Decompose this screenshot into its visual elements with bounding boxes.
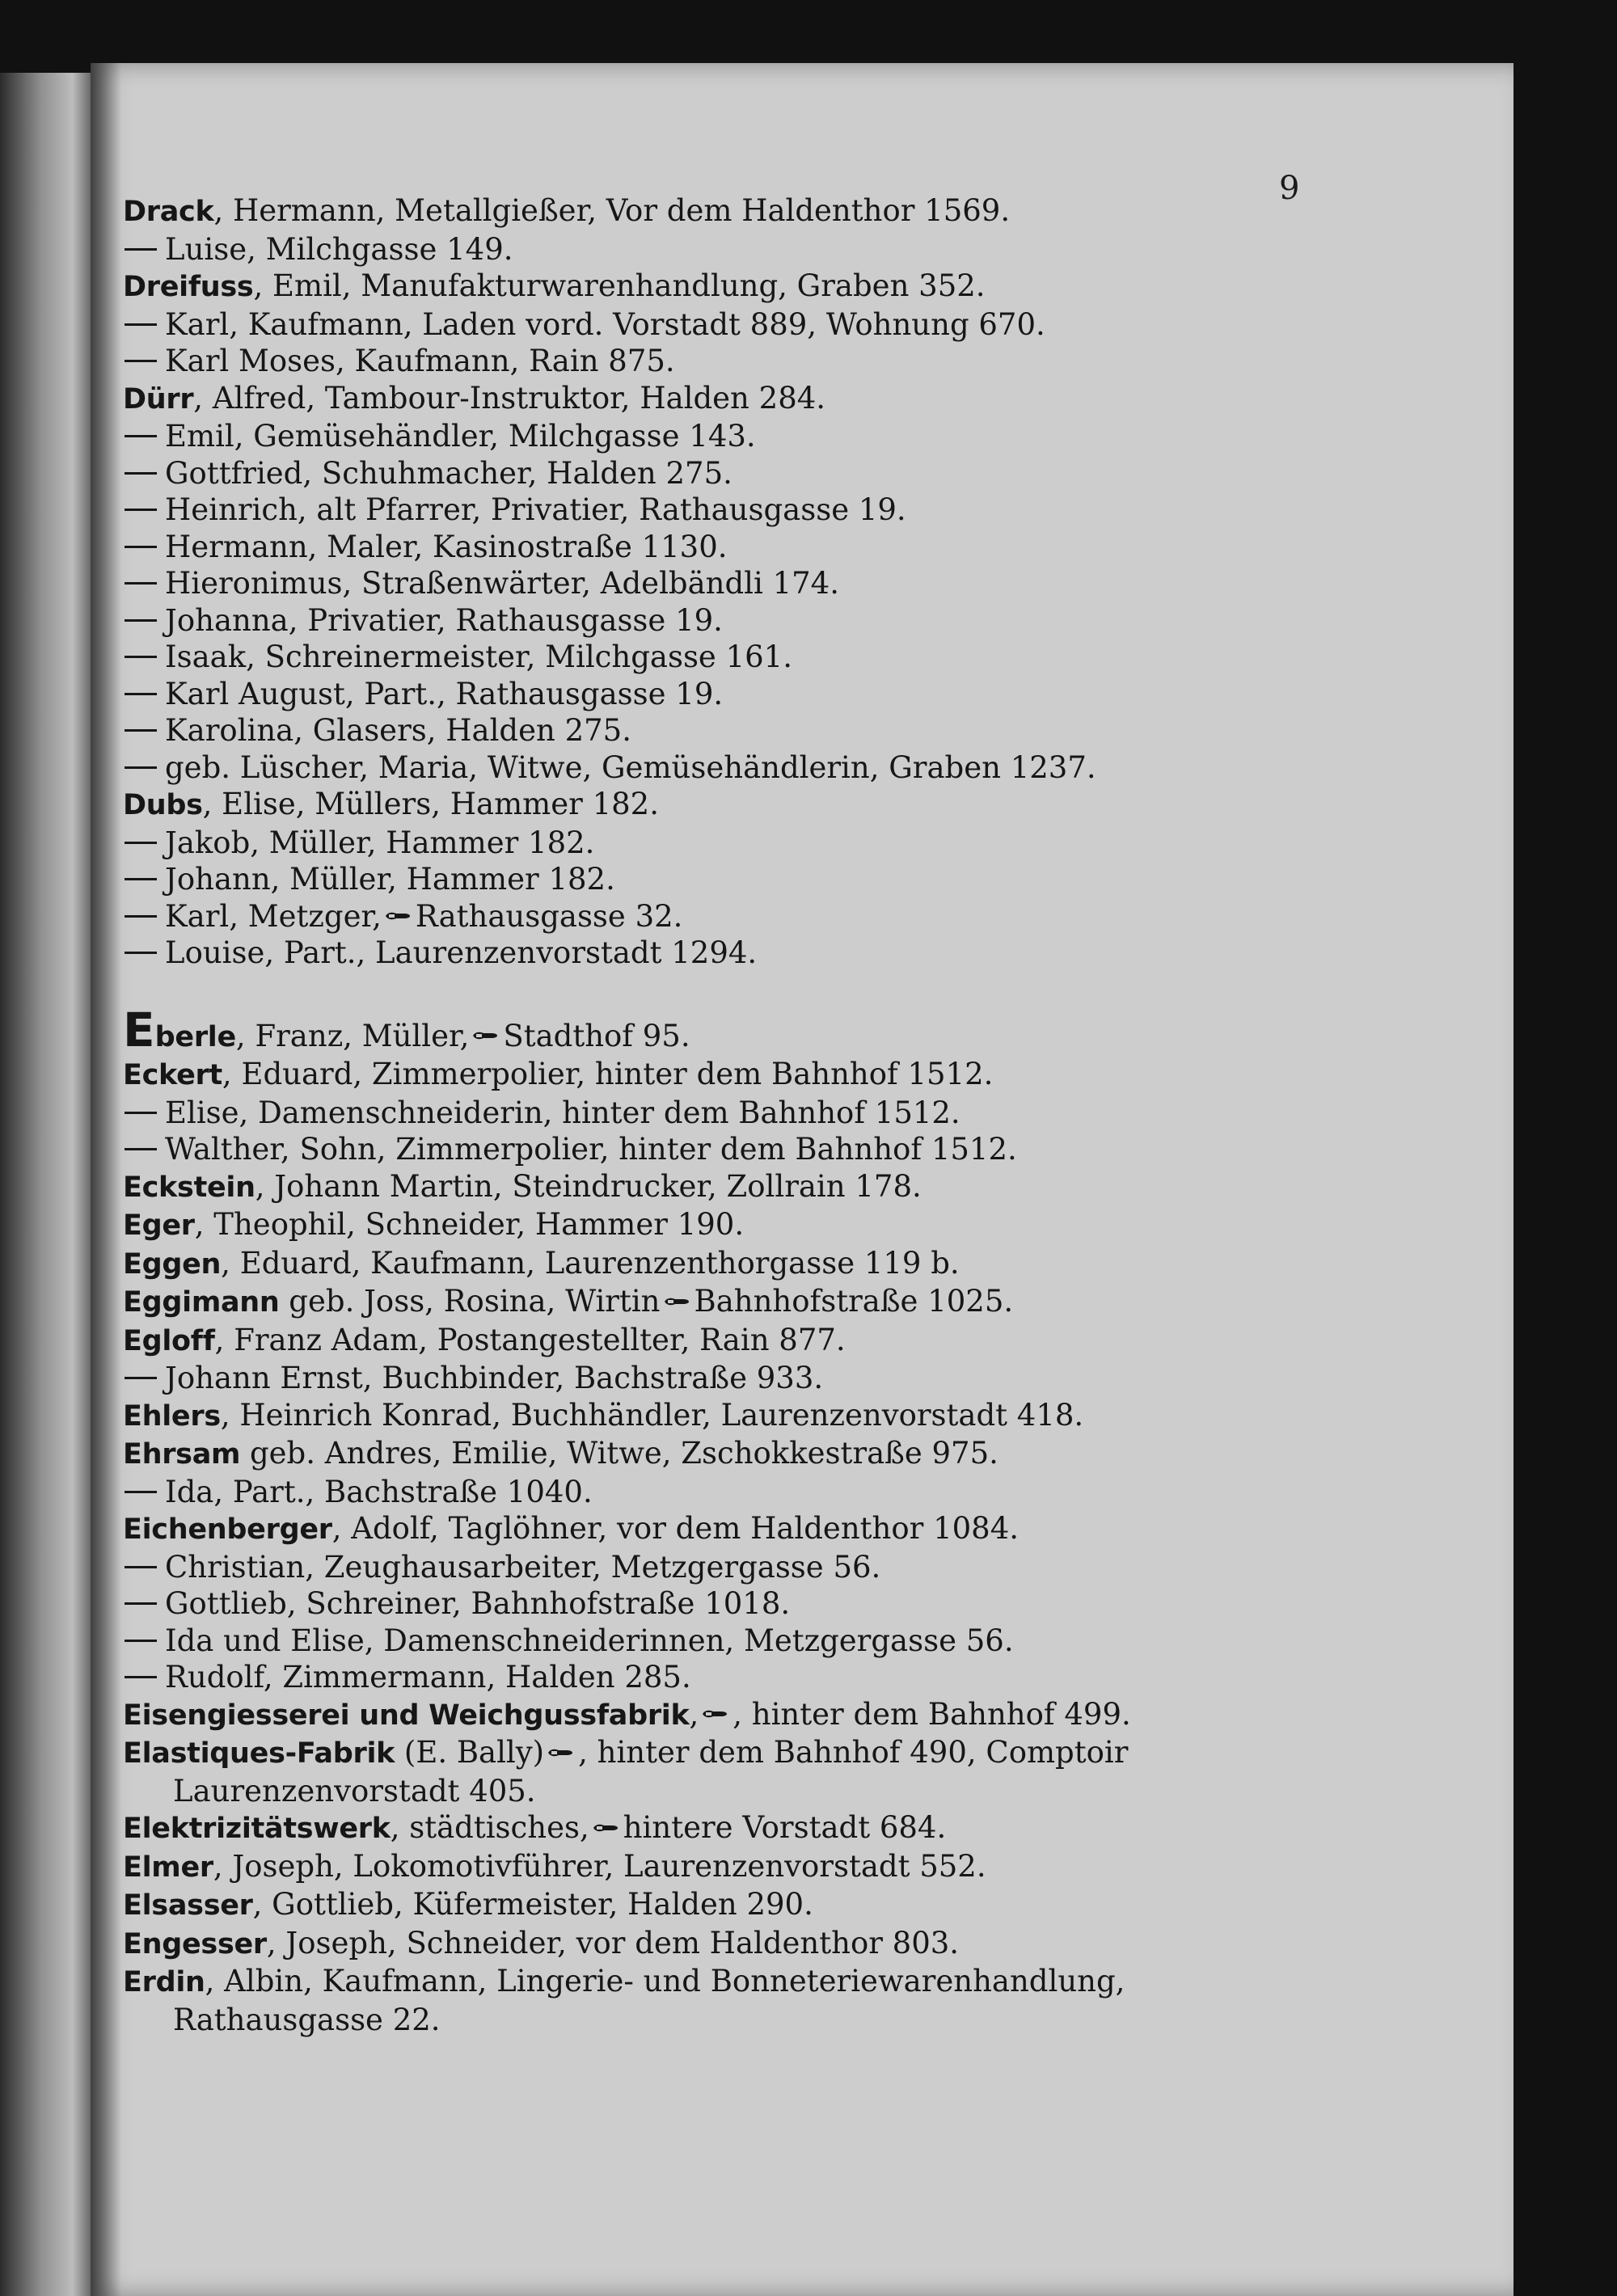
entry-surname: Eisengiesserei und Weichgussfabrik [123,1699,690,1732]
entry-details: , Joseph, Lokomotivführer, Laurenzenvorstadt 552. [213,1848,986,1884]
entry-details: Elise, Damenschneiderin, hinter dem Bahnhof 1512. [165,1095,960,1130]
directory-entry [123,1925,1295,1964]
directory-entry [123,1322,1295,1361]
directory-entry [123,1848,1295,1887]
ditto-dash [125,435,157,437]
telephone-hand-icon [593,1821,619,1834]
entry-surname: Elektrizitätswerk [123,1813,391,1845]
directory-entry [123,786,1295,825]
entry-address: Bahnhofstraße 1025. [694,1284,1014,1319]
entry-details: , Alfred, Tambour-Instruktor, Halden 284. [193,380,826,416]
section-initial: E [123,1002,155,1057]
ditto-dash [125,248,157,251]
facing-page-edge [0,73,91,2296]
directory-entry [123,676,1295,713]
entry-details: Ida, Part., Bachstraße 1040. [165,1474,593,1509]
ditto-dash [125,546,157,548]
directory-entry [123,418,1295,455]
entry-details: Hieronimus, Straßenwärter, Adelbändli 174. [165,566,839,601]
entry-details: geb. Lüscher, Maria, Witwe, Gemüsehändlerin, Graben 1237. [165,749,1096,785]
entry-details: Johanna, Privatier, Rathausgasse 19. [165,602,723,638]
entry-surname: berle [154,1020,236,1053]
directory-entry [123,1549,1295,1586]
entry-details: , Gottlieb, Küfermeister, Halden 290. [252,1887,813,1922]
telephone-hand-icon [385,910,411,922]
entry-details: Hermann, Maler, Kasinostraße 1130. [165,529,728,564]
ditto-dash [125,1640,157,1642]
ditto-dash [125,360,157,362]
ditto-dash [125,915,157,918]
entry-details: Johann, Müller, Hammer 182. [165,862,615,897]
entry-details: Gottlieb, Schreiner, Bahnhofstraße 1018. [165,1586,791,1621]
ditto-dash [125,1602,157,1605]
directory-entry [123,1131,1295,1168]
directory-entry [123,1095,1295,1132]
directory-entry [123,898,1295,935]
entry-details: Karl August, Part., Rathausgasse 19. [165,676,724,711]
ditto-dash [125,619,157,622]
ditto-dash [125,656,157,658]
directory-entry [123,529,1295,566]
ditto-dash [125,1112,157,1114]
page-number: 9 [1279,170,1300,207]
ditto-dash [125,582,157,585]
entry-surname: Eggen [123,1247,222,1281]
entry-details: , Emil, Manufakturwarenhandlung, Graben 352. [253,268,986,303]
entry-surname: Ehlers [123,1399,221,1433]
ditto-dash [125,842,157,844]
entry-surname: Engesser [123,1927,267,1960]
ditto-dash [125,1377,157,1379]
entry-details: , Eduard, Zimmerpolier, hinter dem Bahnhof 1512. [222,1057,994,1091]
entry-details: , Theophil, Schneider, Hammer 190. [194,1207,745,1242]
ditto-dash [125,1148,157,1150]
entry-surname: Dürr [123,382,194,416]
telephone-hand-icon [547,1746,573,1759]
entry-details: (E. Bally) [395,1735,545,1770]
entry-details: , [689,1696,699,1732]
entry-surname: Elmer [123,1851,213,1884]
entry-details: , städtisches, [390,1810,589,1845]
directory-entry [123,343,1295,380]
entry-surname: Elsasser [123,1889,253,1922]
entry-continuation: Laurenzenvorstadt 405. [173,1773,536,1809]
entry-details: , Johann Martin, Steindrucker, Zollrain 178. [255,1168,922,1204]
directory-entry [123,565,1295,602]
ditto-dash [125,1491,157,1493]
entry-details: , Joseph, Schneider, vor dem Haldenthor 803. [266,1925,960,1960]
entry-details: Louise, Part., Laurenzenvorstadt 1294. [165,935,758,970]
entry-details: Isaak, Schreinermeister, Milchgasse 161. [165,639,792,674]
directory-entry [123,825,1295,862]
directory-entry [123,749,1295,787]
entry-details: Gottfried, Schuhmacher, Halden 275. [165,455,733,491]
entry-surname: Ehrsam [123,1438,241,1471]
directory-entry [123,1886,1295,1925]
entry-details: Ida und Elise, Damenschneiderinnen, Metzgergasse 56. [165,1623,1014,1658]
directory-entry [123,639,1295,676]
entry-details: geb. Joss, Rosina, Wirtin [279,1284,661,1319]
directory-entry [123,1474,1295,1511]
ditto-dash [125,878,157,880]
entry-details: Luise, Milchgasse 149. [165,231,513,267]
entry-details: Christian, Zeughausarbeiter, Metzgergasse 56. [165,1549,881,1585]
entry-details: , Franz Adam, Postangestellter, Rain 877. [214,1322,846,1357]
directory-entry [123,1623,1295,1660]
entry-details: Heinrich, alt Pfarrer, Privatier, Rathausgasse 19. [165,492,906,527]
entry-details: , Eduard, Kaufmann, Laurenzenthorgasse 119 b. [221,1245,960,1281]
directory-entry [123,1283,1295,1322]
entry-address: , hinter dem Bahnhof 499. [733,1696,1131,1732]
ditto-dash [125,1566,157,1568]
directory-entry [123,1585,1295,1623]
ditto-dash [125,766,157,769]
entry-surname: Eger [123,1209,195,1242]
entry-details: , Heinrich Konrad, Buchhändler, Laurenzenvorstadt 418. [220,1397,1084,1433]
entry-details: , Albin, Kaufmann, Lingerie- und Bonneteriewarenhandlung, [205,1964,1125,1998]
entry-address: , hinter dem Bahnhof 490, Comptoir [578,1735,1129,1770]
entry-surname: Egloff [123,1324,215,1357]
entry-details: Karolina, Glasers, Halden 275. [165,713,631,748]
ditto-dash [125,952,157,954]
entry-surname: Dubs [123,789,203,821]
directory-entries [123,192,1295,2038]
directory-entry [123,306,1295,344]
directory-entry [123,712,1295,749]
directory-entry [123,1659,1295,1696]
entry-details: Rudolf, Zimmermann, Halden 285. [165,1660,691,1695]
directory-entry [123,1002,1295,1057]
telephone-hand-icon [702,1707,728,1720]
entry-details: Karl, Metzger, [165,898,382,934]
entry-details: , Elise, Müllers, Hammer 182. [202,787,659,821]
entry-surname: Eckstein [123,1171,255,1204]
directory-entry [123,935,1295,972]
entry-details: Karl, Kaufmann, Laden vord. Vorstadt 889, Wohnung 670. [165,306,1045,342]
directory-entry [123,861,1295,898]
entry-address: hintere Vorstadt 684. [623,1810,947,1845]
entry-surname: Eggimann [123,1286,280,1319]
directory-entry [123,380,1295,419]
directory-entry [123,268,1295,306]
entry-surname: Drack [123,196,214,228]
directory-entry [123,1245,1295,1284]
ditto-dash [125,323,157,326]
directory-entry [123,1397,1295,1436]
entry-details: Jakob, Müller, Hammer 182. [165,825,595,860]
directory-entry [123,1963,1295,2038]
entry-surname: Dreifuss [123,271,254,303]
telephone-hand-icon [664,1295,690,1308]
directory-entry [123,1696,1295,1735]
entry-surname: Eckert [123,1059,222,1091]
directory-entry [123,1510,1295,1549]
entry-address: Rathausgasse 32. [415,898,683,934]
directory-entry [123,1206,1295,1245]
entry-surname: Elastiques-Fabrik [123,1737,395,1770]
directory-entry [123,1435,1295,1474]
ditto-dash [125,472,157,475]
ditto-dash [125,1676,157,1678]
entry-details: Johann Ernst, Buchbinder, Bachstraße 933. [165,1361,824,1395]
ditto-dash [125,693,157,695]
entry-details: , Adolf, Taglöhner, vor dem Haldenthor 1084. [331,1511,1019,1546]
entry-surname: Erdin [123,1966,205,1998]
directory-entry [123,192,1295,231]
telephone-hand-icon [472,1029,498,1042]
directory-entry [123,492,1295,529]
ditto-dash [125,729,157,732]
entry-details: geb. Andres, Emilie, Witwe, Zschokkestraße 975. [240,1436,998,1471]
directory-entry [123,1360,1295,1397]
section-gap [123,972,1295,1014]
directory-entry [123,1809,1295,1848]
entry-details: , Hermann, Metallgießer, Vor dem Haldenthor 1569. [213,193,1011,228]
entry-continuation: Rathausgasse 22. [173,2002,441,2037]
directory-entry [123,602,1295,639]
entry-details: Karl Moses, Kaufmann, Rain 875. [165,344,675,378]
entry-address: Stadthof 95. [503,1018,690,1053]
directory-entry [123,231,1295,268]
directory-entry [123,455,1295,492]
entry-details: , Franz, Müller, [235,1018,470,1053]
entry-details: Walther, Sohn, Zimmerpolier, hinter dem Bahnhof 1512. [165,1132,1017,1167]
page-gutter-shadow [91,63,121,2296]
entry-surname: Eichenberger [123,1513,332,1546]
entry-details: Emil, Gemüsehändler, Milchgasse 143. [165,419,756,454]
ditto-dash [125,509,157,511]
directory-entry [123,1056,1295,1095]
directory-entry [123,1168,1295,1207]
directory-entry [123,1734,1295,1809]
